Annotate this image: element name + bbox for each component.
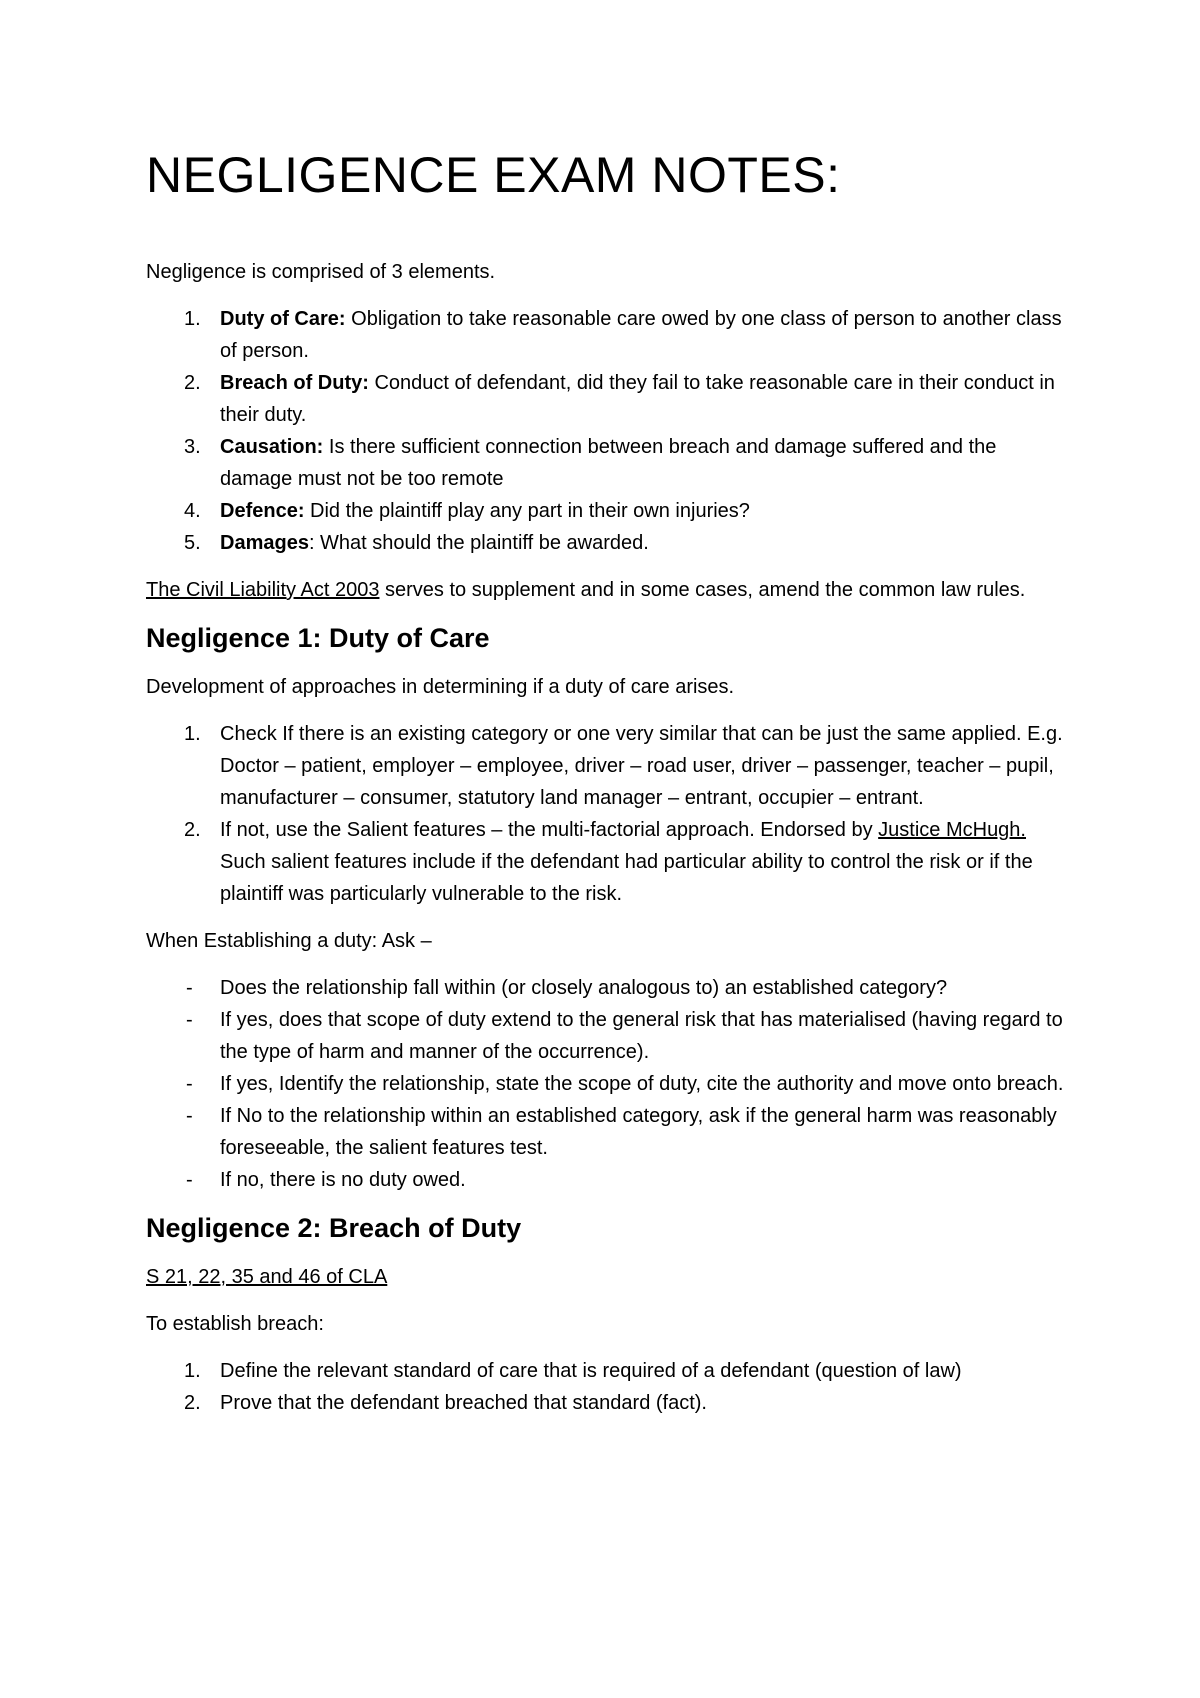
- element-term: Duty of Care:: [220, 308, 346, 330]
- section-heading-duty-of-care: Negligence 1: Duty of Care: [146, 623, 490, 653]
- step-text: Define the relevant standard of care that is required of a defendant (question of law): [220, 1360, 962, 1382]
- list-number: 4.: [184, 500, 201, 522]
- justice-mchugh-reference: Justice McHugh.: [878, 819, 1026, 841]
- duty-intro-paragraph: Development of approaches in determining if a duty of care arises.: [146, 676, 735, 698]
- element-description: Is there sufficient connection between breach and damage suffered and the damage must not be too remote: [220, 436, 997, 490]
- list-item: [146, 972, 1066, 1004]
- bullet-dash: -: [186, 1169, 193, 1191]
- list-number: 1.: [184, 308, 201, 330]
- question-text: If yes, does that scope of duty extend to the general risk that has materialised (having regard to the type of harm and manner of the occurrence).: [220, 1009, 1063, 1063]
- breach-intro-paragraph: To establish breach:: [146, 1313, 324, 1335]
- ask-intro-paragraph: When Establishing a duty: Ask –: [146, 930, 432, 952]
- elements-list: [146, 303, 1066, 559]
- cla-paragraph: [146, 574, 1066, 606]
- list-item: [146, 1100, 1066, 1164]
- bullet-dash: -: [186, 1105, 193, 1127]
- element-description: : What should the plaintiff be awarded.: [308, 532, 649, 554]
- question-text: If No to the relationship within an established category, ask if the general harm was reasonably foreseeable, the salient features test.: [220, 1105, 1057, 1159]
- element-term: Damages: [220, 532, 309, 554]
- element-description: Conduct of defendant, did they fail to take reasonable care in their conduct in their duty.: [220, 372, 1055, 426]
- element-term: Causation:: [220, 436, 324, 458]
- list-item: [146, 1387, 1066, 1419]
- question-text: If yes, Identify the relationship, state the scope of duty, cite the authority and move onto breach.: [220, 1073, 1064, 1095]
- list-number: 5.: [184, 532, 201, 554]
- question-text: If no, there is no duty owed.: [220, 1169, 466, 1191]
- cla-description: serves to supplement and in some cases, amend the common law rules.: [379, 579, 1026, 601]
- document-title: NEGLIGENCE EXAM NOTES:: [146, 147, 841, 203]
- list-number: 2.: [184, 819, 201, 841]
- duty-questions-list: [146, 972, 1066, 1196]
- cla-sections-reference: [146, 1261, 1066, 1293]
- section-heading-breach-of-duty: Negligence 2: Breach of Duty: [146, 1213, 522, 1243]
- list-item: [146, 814, 1066, 910]
- element-term: Defence:: [220, 500, 305, 522]
- intro-paragraph: Negligence is comprised of 3 elements.: [146, 261, 496, 283]
- element-description: Did the plaintiff play any part in their own injuries?: [304, 500, 750, 522]
- element-term: Breach of Duty:: [220, 372, 369, 394]
- cla-reference: The Civil Liability Act 2003: [146, 579, 380, 601]
- approach-text: Check If there is an existing category or one very similar that can be just the same applied. E.g. Doctor – patient, employer – employee, driver – road user, driver – passenger, teacher – pupil, manufacturer – consumer, statutory land manager – entrant, occupier – entrant.: [220, 723, 1063, 809]
- list-item: [146, 1355, 1066, 1387]
- list-item: [146, 527, 1066, 559]
- approaches-list: [146, 718, 1066, 910]
- list-item: [146, 1164, 1066, 1196]
- element-description: Obligation to take reasonable care owed by one class of person to another class of person.: [220, 308, 1062, 362]
- bullet-dash: -: [186, 1073, 193, 1095]
- approach-text: If not, use the Salient features – the multi-factorial approach. Endorsed by: [220, 819, 879, 841]
- question-text: Does the relationship fall within (or closely analogous to) an established category?: [220, 977, 948, 999]
- bullet-dash: -: [186, 977, 193, 999]
- list-number: 2.: [184, 372, 201, 394]
- list-item: [146, 718, 1066, 814]
- list-number: 2.: [184, 1392, 201, 1414]
- list-item: [146, 367, 1066, 431]
- bullet-dash: -: [186, 1009, 193, 1031]
- list-number: 3.: [184, 436, 201, 458]
- list-item: [146, 1004, 1066, 1068]
- list-number: 1.: [184, 723, 201, 745]
- document-body: [146, 256, 1066, 1434]
- cla-sections-link: S 21, 22, 35 and 46 of CLA: [146, 1266, 388, 1288]
- list-number: 1.: [184, 1360, 201, 1382]
- list-item: [146, 1068, 1066, 1100]
- approach-text-continued: Such salient features include if the defendant had particular ability to control the risk or if the plaintiff was particularly vulnerable to the risk.: [220, 851, 1033, 905]
- step-text: Prove that the defendant breached that standard (fact).: [220, 1392, 707, 1414]
- breach-steps-list: [146, 1355, 1066, 1419]
- list-item: [146, 431, 1066, 495]
- list-item: [146, 303, 1066, 367]
- list-item: [146, 495, 1066, 527]
